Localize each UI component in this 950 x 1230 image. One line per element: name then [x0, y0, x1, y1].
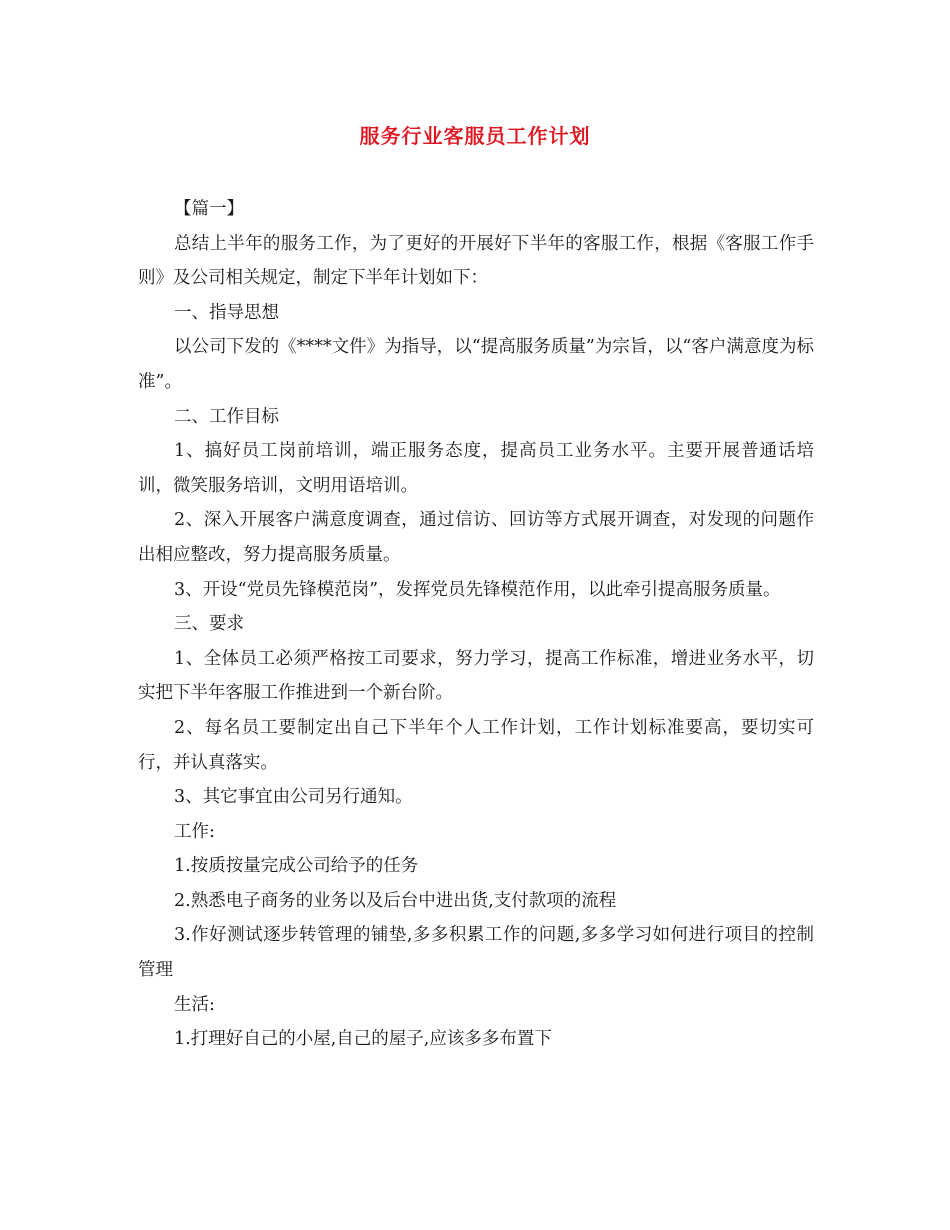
- work-goal-item-1: 1、搞好员工岗前培训，端正服务态度，提高员工业务水平。主要开展普通话培训，微笑服务培训，文明用语培训。: [138, 441, 814, 496]
- heading-work-goals: 二、工作目标: [174, 406, 279, 427]
- life-item-1: 1.打理好自己的小屋,自己的屋子,应该多多布置下: [174, 1029, 552, 1050]
- heading-guiding-ideology: 一、指导思想: [174, 302, 279, 323]
- requirement-item-3: 3、其它事宜由公司另行通知。: [174, 787, 413, 808]
- section-label-part-one: 【篇一】: [174, 199, 244, 219]
- work-goal-item-3: 3、开设“党员先锋模范岗”，发挥党员先锋模范作用，以此牵引提高服务质量。: [174, 579, 781, 600]
- heading-requirements: 三、要求: [174, 614, 244, 635]
- intro-paragraph: 总结上半年的服务工作，为了更好的开展好下半年的客服工作，根据《客服工作手则》及公司相关规定，制定下半年计划如下：: [138, 233, 814, 289]
- guiding-ideology-paragraph: 以公司下发的《****文件》为指导，以“提高服务质量”为宗旨，以“客户满意度为标准”。: [138, 337, 814, 392]
- work-item-2: 2.熟悉电子商务的业务以及后台中进出货,支付款项的流程: [174, 890, 617, 911]
- heading-life: 生活:: [174, 994, 215, 1015]
- document-title: 服务行业客服员工作计划: [359, 124, 591, 148]
- heading-work: 工作:: [174, 821, 215, 842]
- requirement-item-2: 2、每名员工要制定出自己下半年个人工作计划，工作计划标准要高，要切实可行，并认真落实。: [138, 717, 814, 773]
- requirement-item-1: 1、全体员工必须严格按工司要求，努力学习，提高工作标准，增进业务水平，切实把下半年客服工作推进到一个新台阶。: [138, 648, 814, 704]
- work-item-1: 1.按质按量完成公司给予的任务: [174, 856, 419, 877]
- document-body: [138, 192, 814, 1057]
- work-goal-item-2: 2、深入开展客户满意度调查，通过信访、回访等方式展开调查，对发现的问题作出相应整改，努力提高服务质量。: [138, 510, 814, 565]
- work-item-3: 3.作好测试逐步转管理的铺垫,多多积累工作的问题,多多学习如何进行项目的控制管理: [138, 925, 814, 981]
